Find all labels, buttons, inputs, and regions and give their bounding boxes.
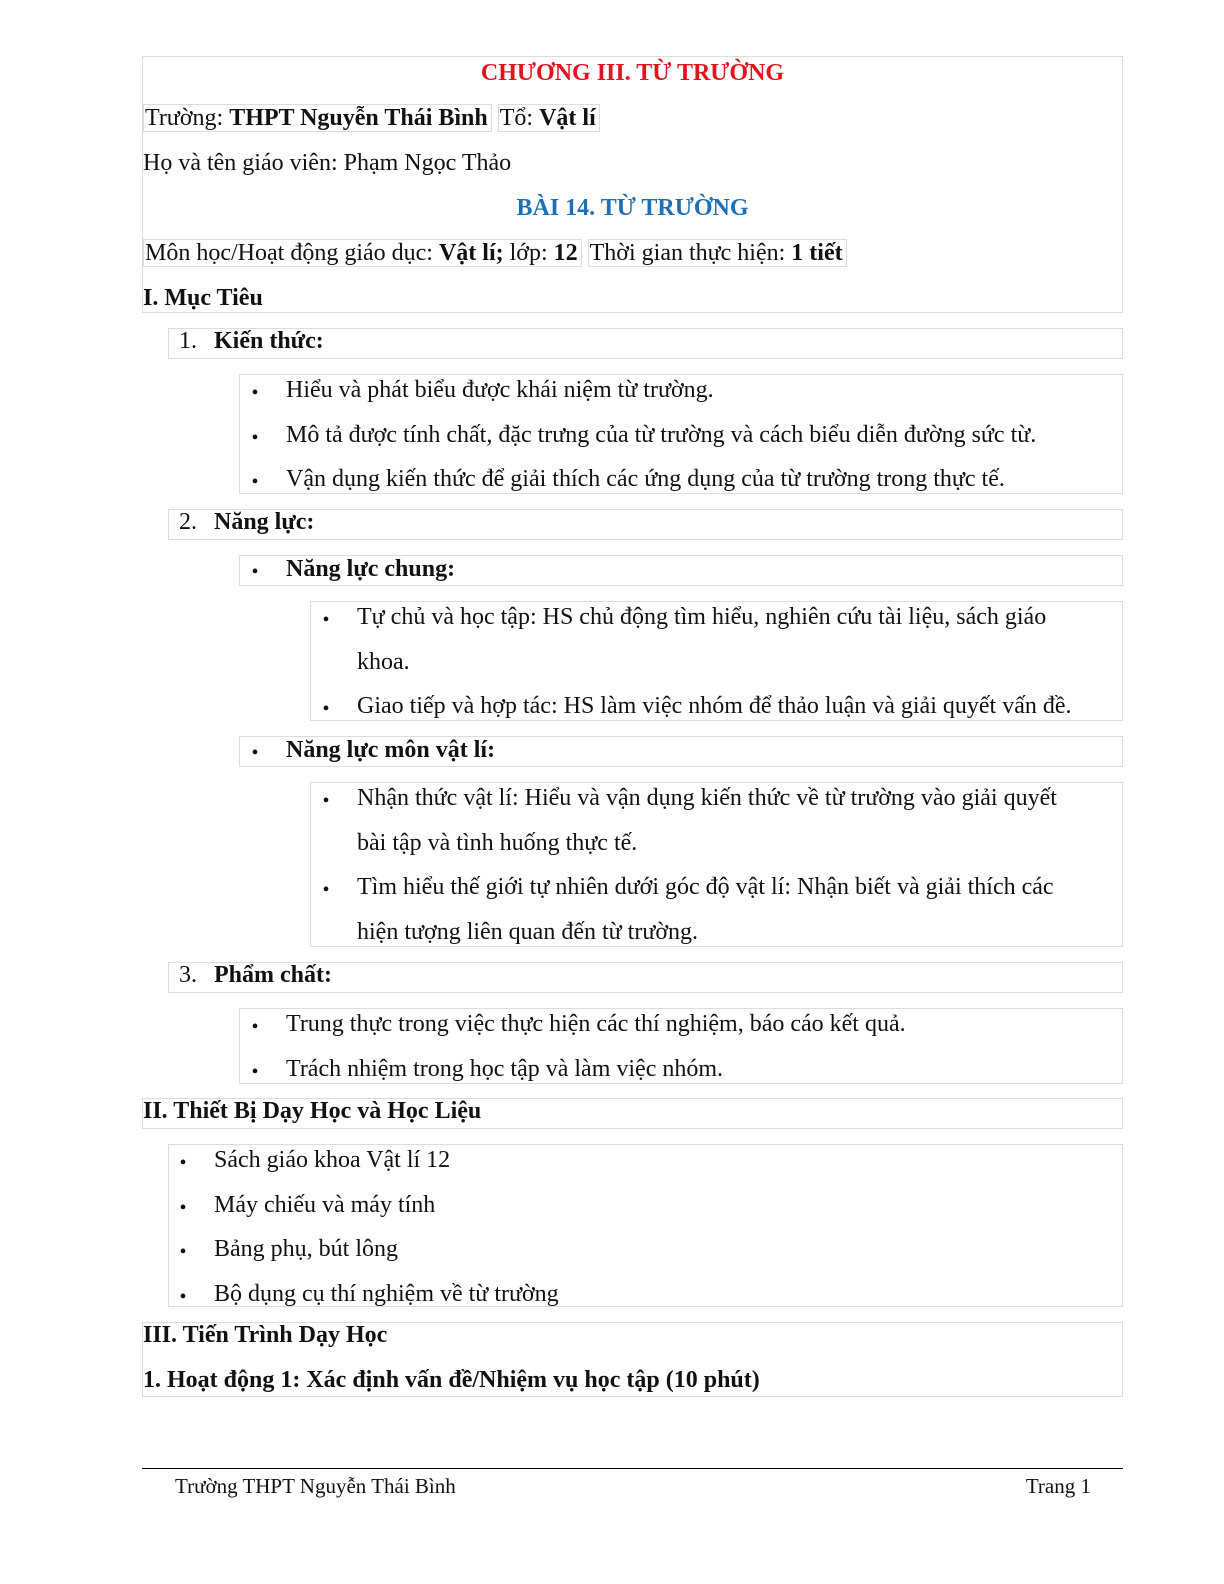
bullet-icon xyxy=(248,468,262,495)
bullet-icon xyxy=(319,876,333,903)
general-competency-heading xyxy=(239,555,1123,586)
physics-competency-title: Năng lực môn vật lí: xyxy=(286,737,496,763)
physics-item-line2: bài tập và tình huống thực tế. xyxy=(357,830,638,856)
competency-heading xyxy=(168,509,1123,540)
qualities-item: Trách nhiệm trong học tập và làm việc nhóm. xyxy=(286,1056,724,1082)
time-info: Thời gian thực hiện: 1 tiết xyxy=(588,239,847,267)
bullet-icon xyxy=(248,379,262,406)
knowledge-heading xyxy=(168,328,1123,359)
bullet-icon xyxy=(248,1058,262,1085)
equipment-item: Sách giáo khoa Vật lí 12 xyxy=(214,1147,451,1173)
bullet-icon xyxy=(176,1149,190,1176)
qualities-list xyxy=(239,1008,1123,1084)
qualities-heading xyxy=(168,962,1123,993)
school-line xyxy=(143,96,600,141)
subject-name: Vật lí; xyxy=(438,240,504,266)
section1-title: I. Mục Tiêu xyxy=(143,285,263,311)
knowledge-item: Vận dụng kiến thức để giải thích các ứng dụng của từ trường trong thực tế. xyxy=(286,466,1005,492)
equipment-item: Máy chiếu và máy tính xyxy=(214,1192,436,1218)
equipment-list xyxy=(168,1144,1123,1307)
footer-page-number: Trang 1 xyxy=(1025,1474,1091,1498)
physics-competency-heading xyxy=(239,736,1123,767)
section3-title: III. Tiến Trình Dạy Học xyxy=(143,1322,388,1348)
activity1-title: 1. Hoạt động 1: Xác định vấn đề/Nhiệm vụ học tập (10 phút) xyxy=(143,1367,760,1393)
footer-school: Trường THPT Nguyễn Thái Bình xyxy=(175,1474,456,1498)
header-block xyxy=(142,56,1123,313)
knowledge-list xyxy=(239,374,1123,494)
physics-item-line1: Tìm hiểu thế giới tự nhiên dưới góc độ vật lí: Nhận biết và giải thích các xyxy=(357,874,1054,900)
bullet-icon xyxy=(176,1194,190,1221)
general-item-line2: khoa. xyxy=(357,649,410,675)
chapter-title: CHƯƠNG III. TỪ TRƯỜNG xyxy=(480,60,785,86)
bullet-icon xyxy=(248,739,262,766)
subject-line xyxy=(143,231,847,276)
school-info: Trường: THPT Nguyễn Thái Bình xyxy=(143,104,492,132)
lesson-title: BÀI 14. TỪ TRƯỜNG xyxy=(516,195,749,221)
general-competency-list xyxy=(310,601,1123,721)
physics-competency-list xyxy=(310,782,1123,947)
physics-item-line1: Nhận thức vật lí: Hiểu và vận dụng kiến thức về từ trường vào giải quyết xyxy=(357,785,1057,811)
qualities-item: Trung thực trong việc thực hiện các thí nghiệm, báo cáo kết quả. xyxy=(286,1011,906,1037)
dept-name: Vật lí xyxy=(539,105,596,131)
teacher-line: Họ và tên giáo viên: Phạm Ngọc Thảo xyxy=(143,150,512,176)
competency-number: 2. xyxy=(179,509,197,535)
section2-title: II. Thiết Bị Dạy Học và Học Liệu xyxy=(143,1098,482,1124)
time-value: 1 tiết xyxy=(791,240,843,266)
general-competency-title: Năng lực chung: xyxy=(286,556,456,582)
bullet-icon xyxy=(176,1238,190,1265)
subject-info: Môn học/Hoạt động giáo dục: Vật lí; lớp: 12 xyxy=(143,239,582,267)
physics-item-line2: hiện tượng liên quan đến từ trường. xyxy=(357,919,699,945)
school-name: THPT Nguyễn Thái Bình xyxy=(229,105,488,131)
equipment-item: Bộ dụng cụ thí nghiệm về từ trường xyxy=(214,1281,559,1307)
bullet-icon xyxy=(248,558,262,585)
general-item-line1: Tự chủ và học tập: HS chủ động tìm hiểu, nghiên cứu tài liệu, sách giáo xyxy=(357,604,1047,630)
footer-divider xyxy=(142,1468,1123,1469)
class-value: 12 xyxy=(553,240,578,266)
equipment-item: Bảng phụ, bút lông xyxy=(214,1236,398,1262)
qualities-title: Phẩm chất: xyxy=(214,962,332,988)
section3-block xyxy=(142,1322,1123,1397)
bullet-icon xyxy=(176,1283,190,1310)
bullet-icon xyxy=(319,787,333,814)
bullet-icon xyxy=(319,606,333,633)
knowledge-item: Hiểu và phát biểu được khái niệm từ trường. xyxy=(286,377,714,403)
bullet-icon xyxy=(248,424,262,451)
general-item-line1: Giao tiếp và hợp tác: HS làm việc nhóm để thảo luận và giải quyết vấn đề. xyxy=(357,693,1072,719)
bullet-icon xyxy=(319,695,333,722)
competency-title: Năng lực: xyxy=(214,509,315,535)
knowledge-title: Kiến thức: xyxy=(214,328,324,354)
dept-info: Tổ: Vật lí xyxy=(498,104,600,132)
knowledge-number: 1. xyxy=(179,328,197,354)
qualities-number: 3. xyxy=(179,962,197,988)
bullet-icon xyxy=(248,1013,262,1040)
section2-heading xyxy=(142,1098,1123,1129)
knowledge-item: Mô tả được tính chất, đặc trưng của từ trường và cách biểu diễn đường sức từ. xyxy=(286,422,1037,448)
